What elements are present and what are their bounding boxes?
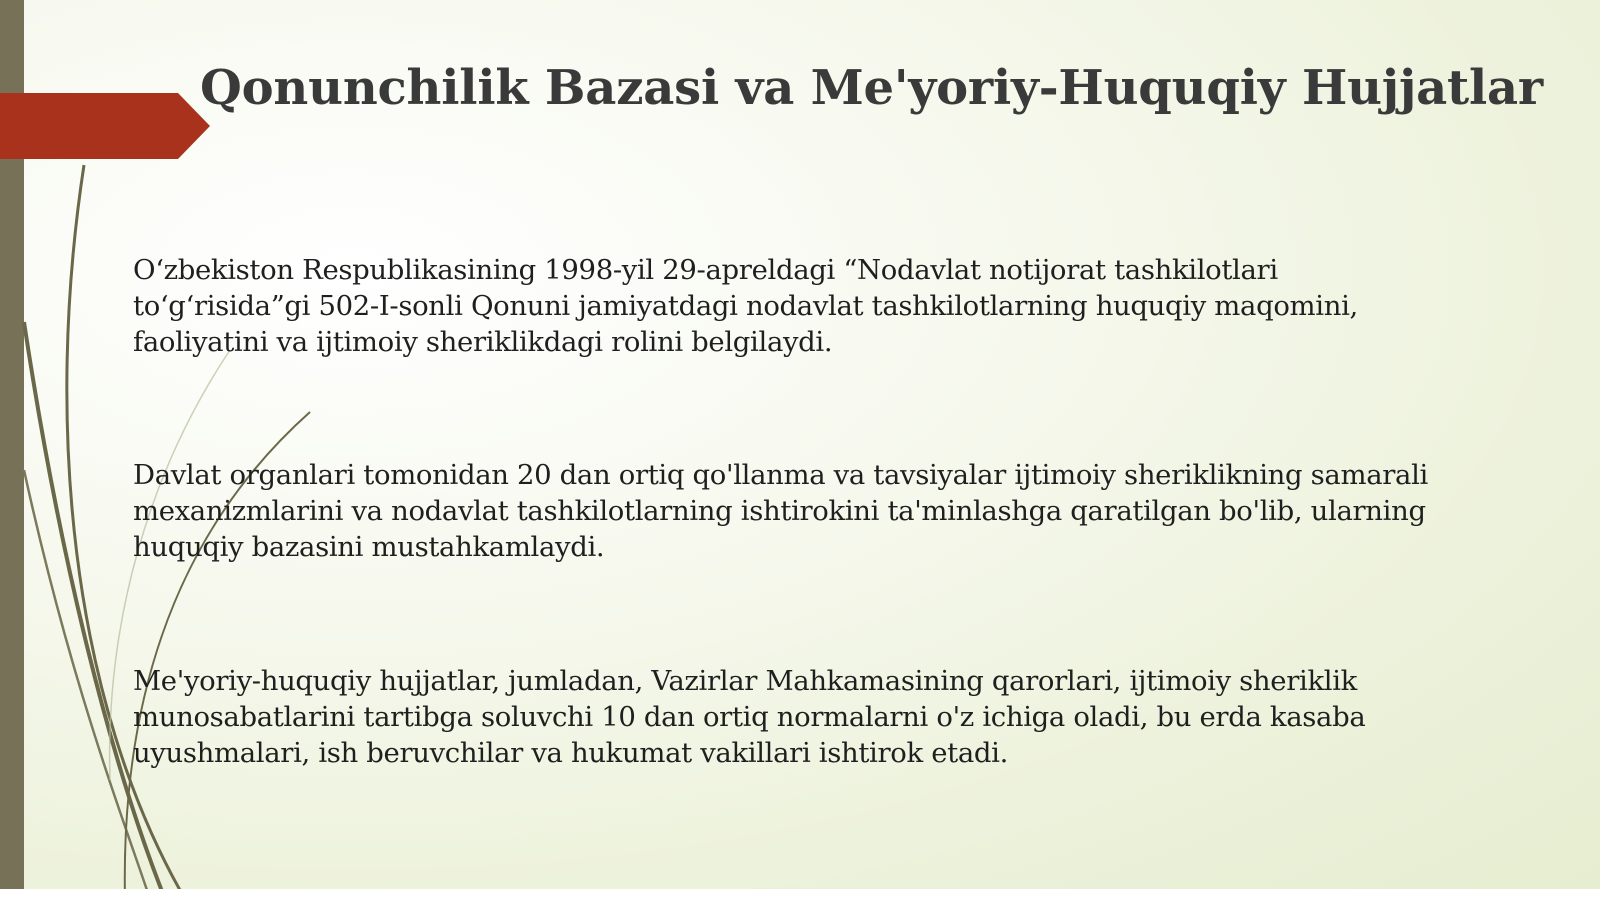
- bottom-strip: [0, 889, 1600, 899]
- slide-title: Qonunchilik Bazasi va Me'yoriy-Huquqiy Hujjatlar: [200, 60, 1544, 116]
- accent-arrow-banner: [0, 93, 210, 159]
- paragraph-1: O‘zbekiston Respublikasining 1998-yil 29-apreldagi “Nodavlat notijorat tashkilotlari to‘g‘risida”gi 502-I-sonli Qonuni jamiyatdagi nodavlat tashkilotlarning huquqiy maqomini, faoliyatini va ijtimoiy sheriklikdagi rolini belgilaydi.: [133, 254, 1358, 358]
- paragraph-2: Davlat organlari tomonidan 20 dan ortiq qo'llanma va tavsiyalar ijtimoiy sheriklikning samarali mexanizmlarini va nodavlat tashkilotlarning ishtirokini ta'minlashga qaratilgan bo'lib, ularning huquqiy bazasini mustahkamlaydi.: [133, 459, 1428, 563]
- curve-line-3: [24, 470, 150, 899]
- paragraph-3: Me'yoriy-huquqiy hujjatlar, jumladan, Vazirlar Mahkamasining qarorlari, ijtimoiy sheriklik munosabatlarini tartibga soluvchi 10 dan ortiq normalarni o'z ichiga oladi, bu erda kasaba uyushmalari, ish beruvchilar va hukumat vakillari ishtirok etadi.: [133, 665, 1366, 769]
